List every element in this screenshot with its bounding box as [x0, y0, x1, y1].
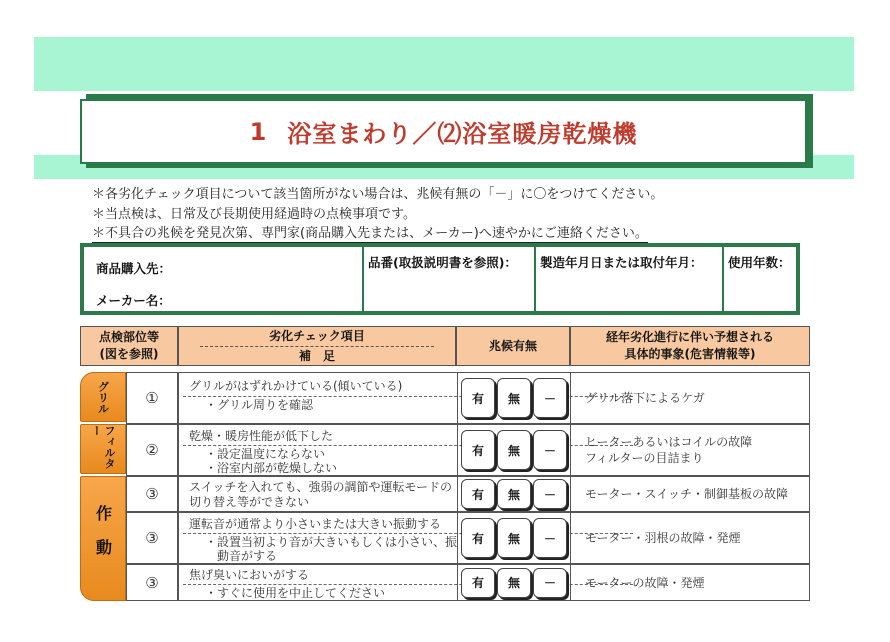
- header-check-line1: 劣化チェック項目: [269, 328, 365, 343]
- check-main: グリルがはずれかけている(傾いている): [189, 379, 403, 393]
- header-band-top: [34, 37, 854, 91]
- header-check: [178, 326, 456, 366]
- group-action: [80, 476, 126, 601]
- sign-group: [457, 513, 571, 563]
- store-label: 商品購入先：: [96, 261, 172, 276]
- group-filter: [80, 424, 126, 474]
- sign-yes-button[interactable]: 有: [461, 430, 495, 470]
- date-field[interactable]: [534, 247, 722, 311]
- check-main: 乾燥・暖房性能が低下した: [189, 429, 334, 443]
- table-row: [178, 564, 810, 601]
- note-3: ＊不具合の兆候を発見次第、専門家(商品購入先または、メーカー)へ速やかにご連絡ください。: [92, 222, 648, 243]
- info-box: [80, 243, 800, 315]
- sign-yes-button[interactable]: 有: [461, 479, 495, 509]
- header-sign: [456, 326, 570, 366]
- note-1: ＊各劣化チェック項目について該当箇所がない場合は、兆候有無の「－」に〇をつけてください。: [92, 187, 664, 202]
- note-2: ＊当点検は、日常及び長期使用経過時の点検事項です。: [92, 207, 416, 222]
- page-title: [80, 99, 807, 164]
- event-cell: [579, 513, 805, 563]
- header-dash: [200, 346, 435, 347]
- sign-group: [457, 477, 571, 511]
- table-row: [178, 424, 810, 476]
- sign-na-button[interactable]: －: [533, 378, 567, 418]
- row-number: ③: [126, 512, 178, 564]
- sign-na-button[interactable]: －: [533, 568, 567, 598]
- sign-no-button[interactable]: 無: [497, 479, 531, 509]
- title-text: 浴室まわり／⑵浴室暖房乾燥機: [287, 120, 638, 148]
- group-grill: [80, 372, 126, 422]
- event-cell: [579, 477, 805, 511]
- check-main-cont: 切り替え等ができない: [189, 495, 310, 509]
- model-label: 品番(取扱説明書を参照)：: [368, 255, 517, 270]
- sign-na-button[interactable]: －: [533, 430, 567, 470]
- check-main: 運転音が通常より小さいまたは大きい振動する: [189, 517, 442, 531]
- table-row: [178, 476, 810, 512]
- check-sub: ・グリル周りを確認: [183, 396, 633, 413]
- event-cell: [579, 425, 805, 475]
- check-sub: ・設定温度にならない: [183, 445, 633, 461]
- row-number: ③: [126, 564, 178, 601]
- sign-no-button[interactable]: 無: [497, 378, 531, 418]
- group-filter-label: フィルター: [90, 425, 116, 469]
- group-action-label: 作動: [93, 504, 113, 573]
- check-sub: ・すぐに使用を中止してください: [183, 584, 633, 600]
- event-text: フィルターの目詰まり: [585, 451, 704, 465]
- event-text: ヒーターあるいはコイルの故障: [585, 435, 753, 449]
- check-sub: ・浴室内部が乾燥しない: [205, 461, 338, 475]
- header-sign-label: 兆候有無: [488, 338, 537, 353]
- table-row: [178, 372, 810, 424]
- header-part-line2: (図を参照): [99, 347, 159, 361]
- event-text: モーター・羽根の故障・発煙: [585, 531, 741, 545]
- sign-group: [457, 565, 571, 600]
- check-main: スイッチを入れても、強弱の調節や運転モードの: [189, 480, 453, 494]
- model-field[interactable]: [362, 247, 534, 311]
- sign-na-button[interactable]: －: [533, 479, 567, 509]
- check-sub: 動音がする: [205, 549, 278, 563]
- header-event-line1: 経年劣化進行に伴い予想される: [605, 330, 774, 344]
- maker-label: メーカー名：: [96, 293, 171, 308]
- header-part: [80, 326, 178, 366]
- sign-yes-button[interactable]: 有: [461, 378, 495, 418]
- check-main: 焦げ臭いにおいがする: [189, 568, 310, 582]
- sign-yes-button[interactable]: 有: [461, 518, 495, 558]
- event-text: モーターの故障・発煙: [585, 575, 705, 590]
- sign-no-button[interactable]: 無: [497, 430, 531, 470]
- table-row: [178, 512, 810, 564]
- event-cell: [579, 373, 805, 423]
- event-text: モーター・スイッチ・制御基板の故障: [585, 487, 789, 501]
- header-event-line2: 具体的事象(危害情報等): [624, 347, 756, 361]
- row-number: ③: [126, 476, 178, 512]
- years-field[interactable]: [722, 247, 796, 311]
- event-text: グリル落下によるケガ: [585, 391, 705, 405]
- check-sub: ・設置当初より音が大きいもしくは小さい、振: [183, 533, 633, 549]
- header-check-line2: 補 足: [298, 348, 335, 363]
- title-number: 1: [249, 117, 268, 146]
- header-part-line1: 点検部位等: [98, 330, 159, 344]
- sign-no-button[interactable]: 無: [497, 518, 531, 558]
- sign-na-button[interactable]: －: [533, 518, 567, 558]
- row-number: ①: [126, 372, 178, 424]
- sign-group: [457, 373, 571, 423]
- sign-no-button[interactable]: 無: [497, 568, 531, 598]
- row-number: ②: [126, 424, 178, 476]
- sign-group: [457, 425, 571, 475]
- sign-yes-button[interactable]: 有: [461, 568, 495, 598]
- event-cell: [579, 565, 805, 600]
- header-event: [570, 326, 810, 366]
- date-label: 製造年月日または取付年月：: [540, 255, 703, 270]
- years-label: 使用年数：: [728, 255, 791, 270]
- group-grill-label: グリル: [96, 380, 110, 414]
